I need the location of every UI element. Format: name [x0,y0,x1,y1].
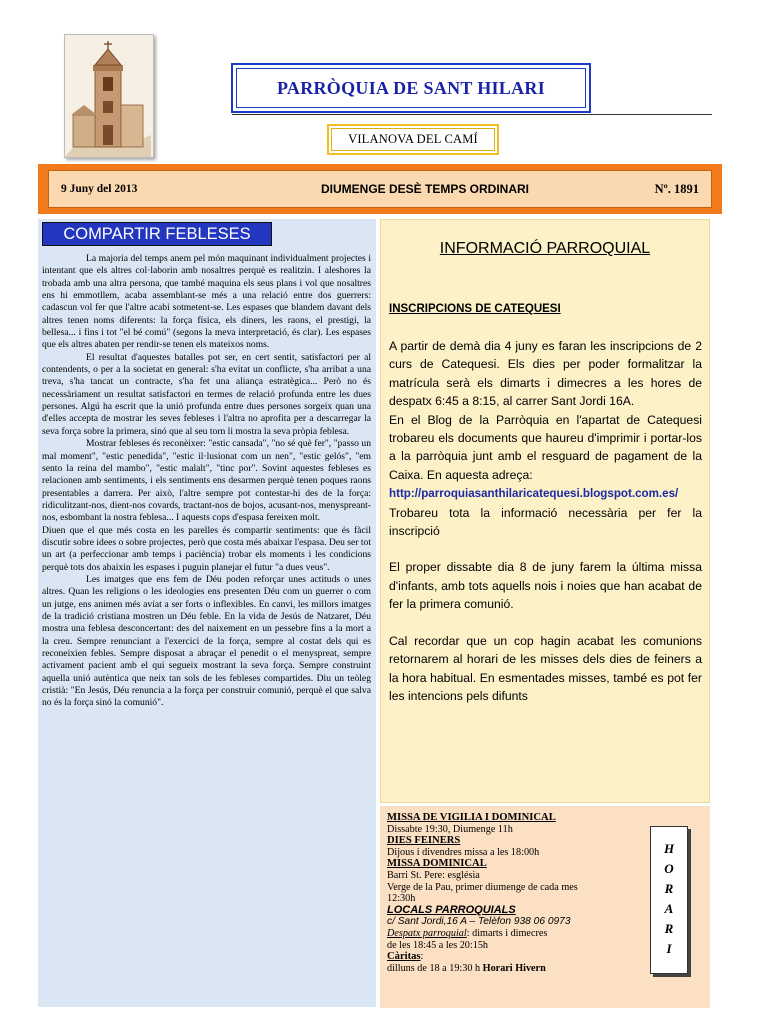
title-underline [232,114,712,115]
horari-letter: R [664,921,674,936]
date-bar-inner [48,170,712,208]
article-paragraph: El resultat d'aquestes batalles pot ser, en cert sentit, satisfactori per al contendents, o per a la societat en general: s'ha evitat un conflicte, s'ha arribat a una treva, s'ha tancat un contracte, s'ha fet una aliança estratègica... Però no és necessàriament un resultat satisfactori en termes de relació profunda entre les dues persones. Algú ha escrit que la unió profunda entre dues persones sorgeix quan una d'elles accepta de mostrar les seves febleses i l'altra no aprofita per a descarregar la seva força sobre la primera, sinó que al seu torn li mostra la seva pròpia feblesa. [42,351,371,437]
horari-letter: I [666,941,672,956]
schedule-line [387,951,649,963]
horari-letter: H [663,841,675,856]
schedule-line [387,963,649,975]
info-subtitle: INSCRIPCIONS DE CATEQUESI [389,303,561,315]
church-tower-logo [64,34,154,158]
office-days: : dimarts i dimecres [466,927,548,939]
issue-number: Nº. 1891 [654,181,699,196]
parish-title-box [231,63,591,113]
article-paragraph: Diuen que el que més costa en les parelles és compartir sentiments: que és fàcil discutir sobre idees o sobre projectes, però que costa més abaixar l'espasa. Deu ser tot un art (a perfeccionar amb temps i paciència) trobar els moments i les condicions perquè tots dos abaixin les espases i puguin planejar el futur "a dues veus". [42,524,371,573]
info-paragraph: El proper dissabte dia 8 de juny farem la última missa d'infants, amb tots aquells nois i noies que han acabat de fer la primera comunió. [389,560,702,612]
schedule-line: Verge de la Pau, primer diumenge de cada mes [387,881,578,893]
article-body [42,253,371,710]
schedule-line: Dijous i divendres missa a les 18:00h [387,846,540,858]
horari-letter: A [664,901,674,916]
winter-schedule: Horari Hivern [482,962,546,974]
article-title: COMPARTIR FEBLESES [63,224,251,243]
article-paragraph: Mostrar febleses és reconèixer: "estic cansada", "no sé què fer", "passo un mal moment", "estic penedida", "estic il·lusionat com un nen", "estic gelós", "em sento la reina del mambo", "estic malalt", "tinc por". Sovint aquestes febleses es relacionen amb sentiments, i els sentiments ens desarmen perquè tenen poques raons presentables a darrera. Per això, l'altre sempre pot contestar-hi des de la força: ridiculitzant-nos, dient-nos covards, tractant-nos de bojos, acusant-nos, menyspreant-nos, esbombant la nostra feblesa... I aquests cops d'espasa fereixen molt. [42,438,371,524]
schedule-panel [380,806,710,1008]
caritas-label: Càritas [387,951,421,963]
horari-letter: R [664,881,674,896]
horari-letter: O [664,861,674,876]
schedule-line: de les 18:45 a les 20:15h [387,939,489,951]
article-paragraph: Les imatges que ens fem de Déu poden reforçar unes actituds o unes altres. Quan les religions o les ideologies ens presenten Déu com un guerrer o com un jutge, ens animen més avíat a ser forts o inflexibles. En canvi, les millors imatges de la tradició cristiana mostren un Déu feble. En la vida de Jesús de Natzaret, Déu mostra una feblesa desconcertant: des del naixement en un pessebre fins a la mort a la creu. Sempre renunciant a l'exercici de la força, sempre al costat dels qui es reconeixien febles. Sempre disposat a abraçar el penedit o el menyspreat, sempre activament pacient amb el qui segueix mostrant la seva força. Sempre construint aquella unió autèntica que neix tan sols de les febleses compartides. Diu un teòleg cristià: "En Jesús, Déu renuncia a la força per construir comunió, perquè el que salva no és la força sinó la comunió". [42,573,371,709]
town-box [327,124,499,155]
schedule-heading: DIES FEINERS [387,835,461,847]
article-title-box [42,222,272,246]
horari-vertical-label [650,826,688,974]
info-title: INFORMACIÓ PARROQUIAL [439,240,651,257]
date-bar [38,164,722,214]
blog-link[interactable]: http://parroquiasanthilaricatequesi.blogspot.com.es/ [389,487,679,501]
article-paragraph: La majoria del temps anem pel món maquinant individualment projectes i intentant que els altres col·laborin amb nosaltres perquè es realitzin. I aleshores la trobada amb una altra persona, que també maquina els seus plans i vol que nosaltres ens hi emmotllem, acaba assemblant-se més a una relació entre dos guerrers: cadascun vol fer que l'altre acabi sotmetent-se. Les espases que blandem davant dels altres tenen noms diferents: la força física, els diners, les raons, el prestigi, la bellesa... i fins i tot "el bé comú" (segons la meva interpretació, és clar). Les espases que els altres abaten per rendir-se tenen els mateixos noms. [42,253,371,351]
info-paragraph: A partir de demà dia 4 juny es faran les inscripcions de 2 curs de Catequesi. Els dies per poder formalitzar la matrícula serà els dimarts i dimecres a les hores de despatx 6:45 a 8:15, al carrer Sant Jordi 16A. [389,339,702,409]
schedule-heading: MISSA DE VIGILIA I DOMINICAL [387,812,556,823]
schedule-line [387,928,649,940]
info-paragraph: Trobareu tota la informació necessària per fer la inscripció [389,505,702,539]
schedule-line: Dissabte 19:30, Diumenge 11h [387,823,513,835]
schedule-line: 12:30h [387,893,416,905]
parish-title: PARRÒQUIA DE SANT HILARI [236,68,586,108]
schedule-line: c/ Sant Jordi,16 A – Telèfon 938 06 0973 [387,916,571,928]
info-paragraph: Cal recordar que un cop hagin acabat les comunions retornarem al horari de les misses dels dies de feiners a la hora habitual. En esmentades misses, també es pot fer les intencions pels difunts [389,633,702,703]
liturgical-sunday: DIUMENGE DESÈ TEMPS ORDINARI [320,182,530,196]
info-paragraph: En el Blog de la Parròquia en l'apartat de Catequesi trobareu els documents que haureu d'imprimir i portar-los a la parròquia junt amb el resguard de pagament de la Caixa. En aquesta adreça: [389,412,702,482]
caritas-hours: dilluns de 18 a 19:30 h [387,962,481,974]
schedule-line: Barri St. Pere: església [387,869,480,881]
schedule-heading: LOCALS PARROQUIALS [387,903,516,916]
issue-date: 9 Juny del 2013 [61,183,138,195]
article-column [38,219,376,1007]
town-name: VILANOVA DEL CAMÍ [331,128,495,151]
caritas-colon: : [420,951,424,963]
schedule-heading: MISSA DOMINICAL [387,858,487,870]
schedule-text [387,812,649,974]
info-body [389,337,702,705]
office-label: Despatx parroquial [387,927,467,939]
parish-info-panel [380,219,710,803]
